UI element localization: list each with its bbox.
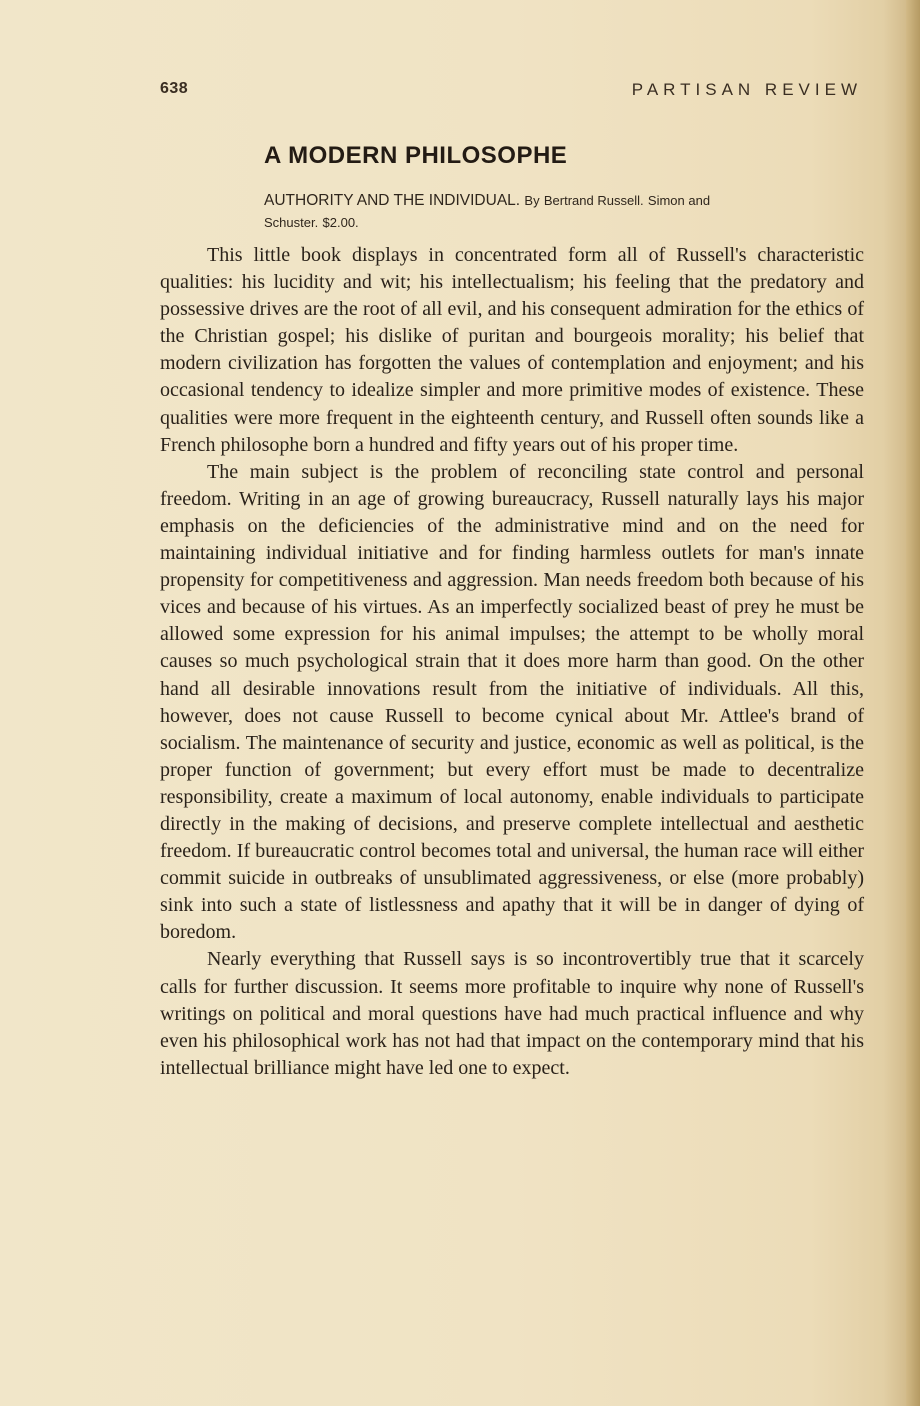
citation-publisher-part1: Simon and <box>647 193 711 208</box>
page-spine-shadow <box>906 0 920 1406</box>
body-paragraph-3: Nearly everything that Russell says is so incontrovertibly true that it scarcely calls for further discussion. It seems more profitable to inquire why none of Russell's writings on political and moral questions have had much practical influence and why even his philosophical work has not had that impact on the contemporary mind that his intellectual brilliance might have led one to expect. <box>160 948 864 1079</box>
page-number: 638 <box>160 80 189 97</box>
citation-by: By <box>524 193 540 208</box>
body-paragraph-1: This little book displays in concentrated form all of Russell's characteristic qualities: his lucidity and wit; his intellectualism; his feeling that the predatory and possessive drives are the root of all evil, and his consequent admiration for the ethics of the Christian gospel; his dislike of puritan and bourgeois morality; his belief that modern civilization has forgotten the values of contemplation and enjoyment; and his occasional tendency to idealize simpler and more primitive modes of existence. These qualities were more frequent in the eighteenth century, and Russell often sounds like a French philosophe born a hundred and fifty years out of his proper time. <box>160 244 864 456</box>
citation-publisher-part2: Schuster. <box>264 215 319 230</box>
book-citation <box>264 190 864 234</box>
article-title: A MODERN PHILOSOPHE <box>264 142 568 169</box>
body-paragraph-2: The main subject is the problem of reconciling state control and personal freedom. Writing in an age of growing bureaucracy, Russell naturally lays his major emphasis on the deficiencies of the administrative mind and on the need for maintaining individual initiative and for finding harmless outlets for man's innate propensity for competitiveness and aggression. Man needs freedom both because of his vices and because of his virtues. As an imperfectly socialized beast of prey he must be allowed some expression for his animal impulses; the attempt to be wholly moral causes so much psychological strain that it does more harm than good. On the other hand all desirable innovations result from the initiative of individuals. All this, however, does not cause Russell to become cynical about Mr. Attlee's brand of socialism. The maintenance of security and justice, economic as well as political, is the proper function of government; but every effort must be made to decentralize responsibility, create a maximum of local autonomy, enable individuals to participate directly in the making of decisions, and preserve complete intellectual and aesthetic freedom. If bureaucratic control becomes total and universal, the human race will either commit suicide in outbreaks of unsublimated aggressiveness, or else (more probably) sink into such a state of listlessness and apathy that it will be in danger of dying of boredom. <box>160 460 864 944</box>
running-head-journal: PARTISAN REVIEW <box>631 80 862 99</box>
citation-book-title: AUTHORITY AND THE INDIVIDUAL. <box>264 192 521 209</box>
citation-price: $2.00. <box>322 215 359 230</box>
citation-author: Bertrand Russell. <box>543 193 644 208</box>
article-body <box>160 242 864 1082</box>
